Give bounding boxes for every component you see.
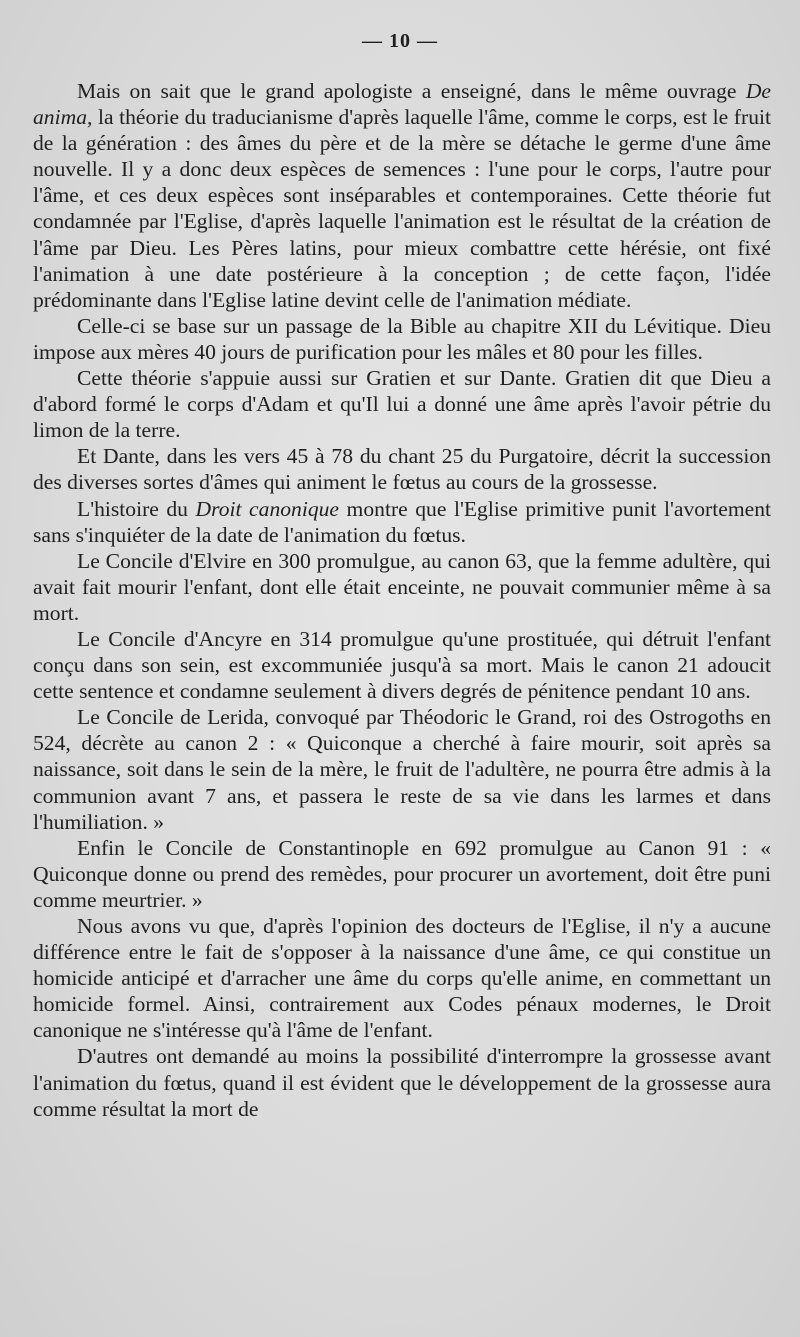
paragraph (33, 913, 771, 1043)
paragraph-text: la théorie du traducianisme d'après laquelle l'âme, comme le corps, est le fruit de la génération : des âmes du père et de la mère se détache le germe d'une âme nouvelle. Il y a donc deux espèces de semences : l'une pour le corps, l'autre pour l'âme, et ces deux espèces sont inséparables et contemporaines. Cette théorie fut condamnée par l'Eglise, d'après laquelle l'animation est le résultat de la création de l'âme par Dieu. Les Pères latins, pour mieux combattre cette hérésie, ont fixé l'animation à une date postérieure à la conception ; de cette façon, l'idée prédominante dans l'Eglise latine devint celle de l'animation médiate. (33, 105, 771, 312)
paragraph-text: Nous avons vu que, d'après l'opinion des docteurs de l'Eglise, il n'y a aucune différence entre le fait de s'opposer à la naissance d'une âme, ce qui constitue un homicide anticipé et d'arracher une âme du corps qu'elle anime, en commettant un homicide formel. Ainsi, contrairement aux Codes pénaux modernes, le Droit canonique ne s'intéresse qu'à l'âme de l'enfant. (33, 914, 771, 1043)
paragraph-text: Et Dante, dans les vers 45 à 78 du chant 25 du Purgatoire, décrit la succession des diverses sortes d'âmes qui animent le fœtus au cours de la grossesse. (33, 444, 771, 495)
paragraph (33, 496, 771, 548)
paragraph-text: Le Concile de Lerida, convoqué par Théodoric le Grand, roi des Ostrogoths en 524, décrète au canon 2 : « Quiconque a cherché à faire mourir, soit après sa naissance, soit dans le sein de la mère, le fruit de l'adultère, ne pourra être admis à la communion avant 7 ans, et passera le reste de sa vie dans les larmes et dans l'humiliation. » (33, 705, 771, 834)
paragraph-text: Mais on sait que le grand apologiste a enseigné, dans le même ouvrage (77, 79, 746, 103)
paragraph (33, 548, 771, 626)
paragraph-text: L'histoire du (77, 496, 196, 521)
paragraph (33, 704, 771, 834)
italic-text: Droit canonique (195, 496, 340, 521)
paragraph (33, 78, 771, 313)
paragraph-text: montre que l'Eglise primitive punit l'avortement sans s'inquiéter de la date de l'animation du fœtus. (33, 496, 772, 547)
paragraph-text: Le Concile d'Ancyre en 314 promulgue qu'une prostituée, qui détruit l'enfant conçu dans son sein, est excommuniée jusqu'à sa mort. Mais le canon 21 adoucit cette sentence et condamne seulement à divers degrés de pénitence pendant 10 ans. (33, 626, 771, 704)
paragraph-text: Enfin le Concile de Constantinople en 692 promulgue au Canon 91 : « Quiconque donne ou prend des remèdes, pour procurer un avortement, doit être puni comme meurtrier. » (33, 835, 771, 912)
italic-text: De anima, (33, 79, 771, 130)
page-number: — 10 — (362, 30, 438, 52)
paragraph-text: D'autres ont demandé au moins la possibilité d'interrompre la grossesse avant l'animation du fœtus, quand il est évident que le développement de la grossesse aura comme résultat la mort de (33, 1044, 771, 1121)
paragraph-text: Cette théorie s'appuie aussi sur Gratien et sur Dante. Gratien dit que Dieu a d'abord formé le corps d'Adam et qu'Il lui a donné une âme après l'avoir pétrie du limon de la terre. (33, 366, 771, 443)
paragraph (33, 626, 771, 704)
body-text (33, 78, 771, 1122)
paragraph-text: Le Concile d'Elvire en 300 promulgue, au canon 63, que la femme adultère, qui avait fait mourir l'enfant, dont elle était enceinte, ne pouvait communier même à sa mort. (33, 548, 771, 625)
paragraph (33, 365, 771, 443)
paragraph-text: Celle-ci se base sur un passage de la Bible au chapitre XII du Lévitique. Dieu impose aux mères 40 jours de purification pour les mâles et 80 pour les filles. (33, 313, 771, 364)
paragraph (33, 443, 771, 495)
paragraph (33, 835, 771, 913)
paragraph (33, 1043, 771, 1121)
paragraph (33, 313, 771, 365)
